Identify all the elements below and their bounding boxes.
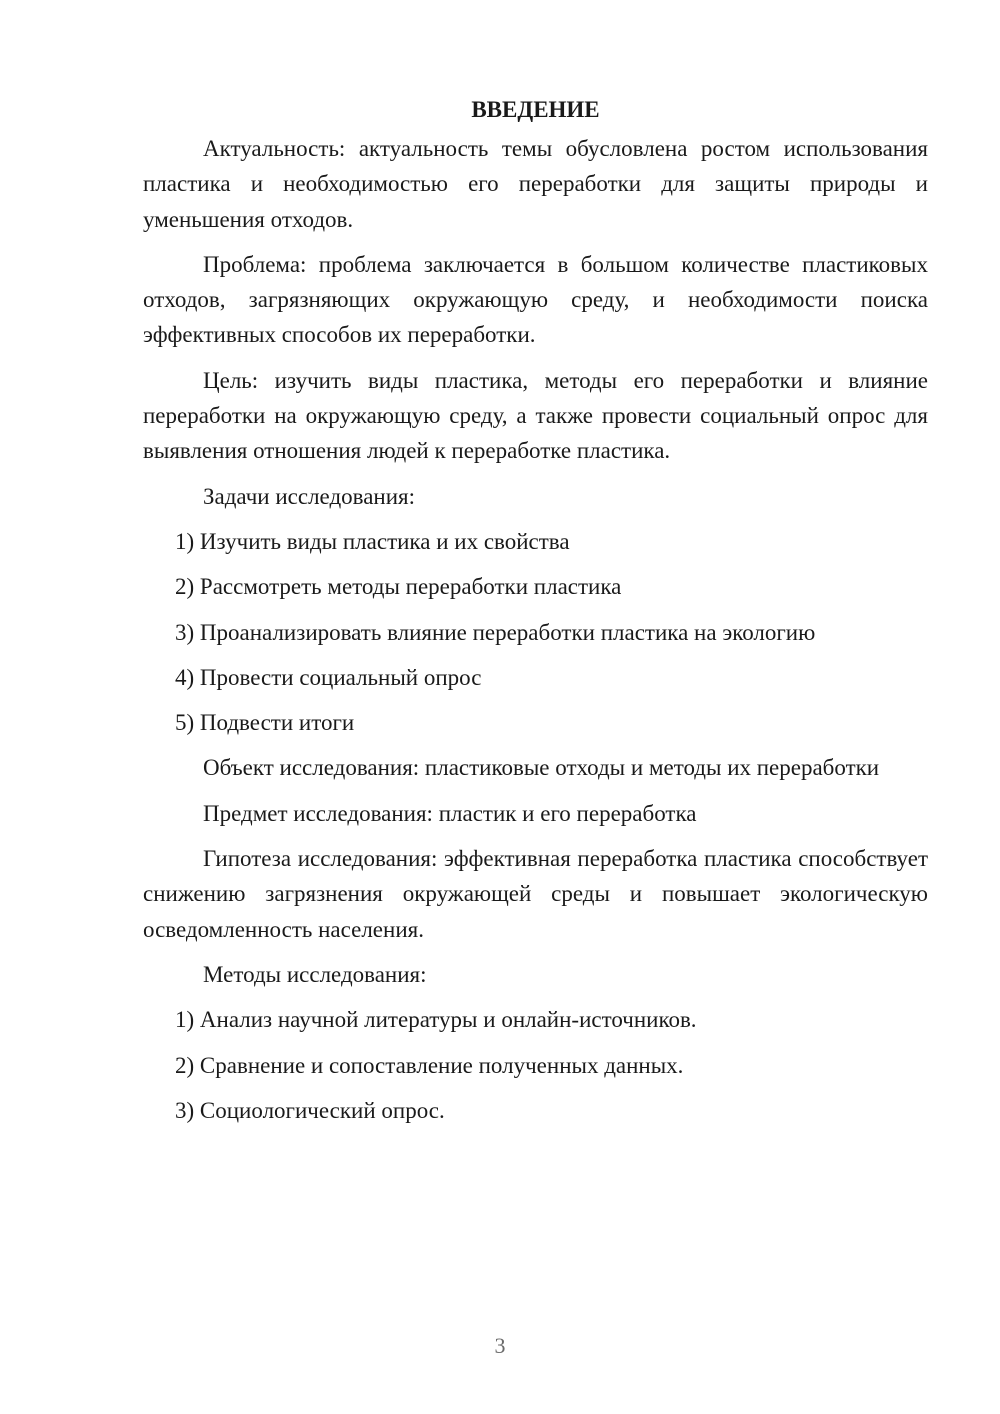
task-item: 3) Проанализировать влияние переработки пластика на экологию — [175, 619, 816, 645]
tasks-list — [143, 524, 928, 740]
method-item: 2) Сравнение и сопоставление полученных данных. — [175, 1052, 684, 1078]
task-item: 4) Провести социальный опрос — [175, 664, 482, 690]
hypothesis-paragraph: Гипотеза исследования: эффективная переработка пластика способствует снижению загрязнения окружающей среды и повышает экологическую осведомленность населения. — [143, 846, 928, 942]
problem-paragraph: Проблема: проблема заключается в большом количестве пластиковых отходов, загрязняющих окружающую среду, и необходимости поиска эффективных способов их переработки. — [143, 251, 928, 348]
page-number: 3 — [494, 1333, 506, 1358]
method-item: 1) Анализ научной литературы и онлайн-источников. — [175, 1007, 697, 1033]
goal-paragraph: Цель: изучить виды пластика, методы его переработки и влияние переработки на окружающую среду, а также провести социальный опрос для выявления отношения людей к переработке пластика. — [143, 367, 928, 464]
methods-list — [143, 1002, 928, 1128]
task-item: 2) Рассмотреть методы переработки пластика — [175, 574, 622, 600]
object-paragraph: Объект исследования: пластиковые отходы и методы их переработки — [203, 755, 880, 781]
task-item: 1) Изучить виды пластика и их свойства — [175, 528, 570, 554]
page-title: ВВЕДЕНИЕ — [471, 97, 600, 122]
method-item: 3) Социологический опрос. — [175, 1097, 445, 1123]
methods-heading: Методы исследования: — [203, 961, 427, 987]
subject-paragraph: Предмет исследования: пластик и его переработка — [203, 800, 697, 826]
relevance-paragraph: Актуальность: актуальность темы обусловлена ростом использования пластика и необходимостью его переработки для защиты природы и уменьшения отходов. — [143, 136, 928, 232]
task-item: 5) Подвести итоги — [175, 710, 355, 736]
tasks-heading: Задачи исследования: — [203, 483, 416, 509]
document-page — [143, 92, 928, 1138]
